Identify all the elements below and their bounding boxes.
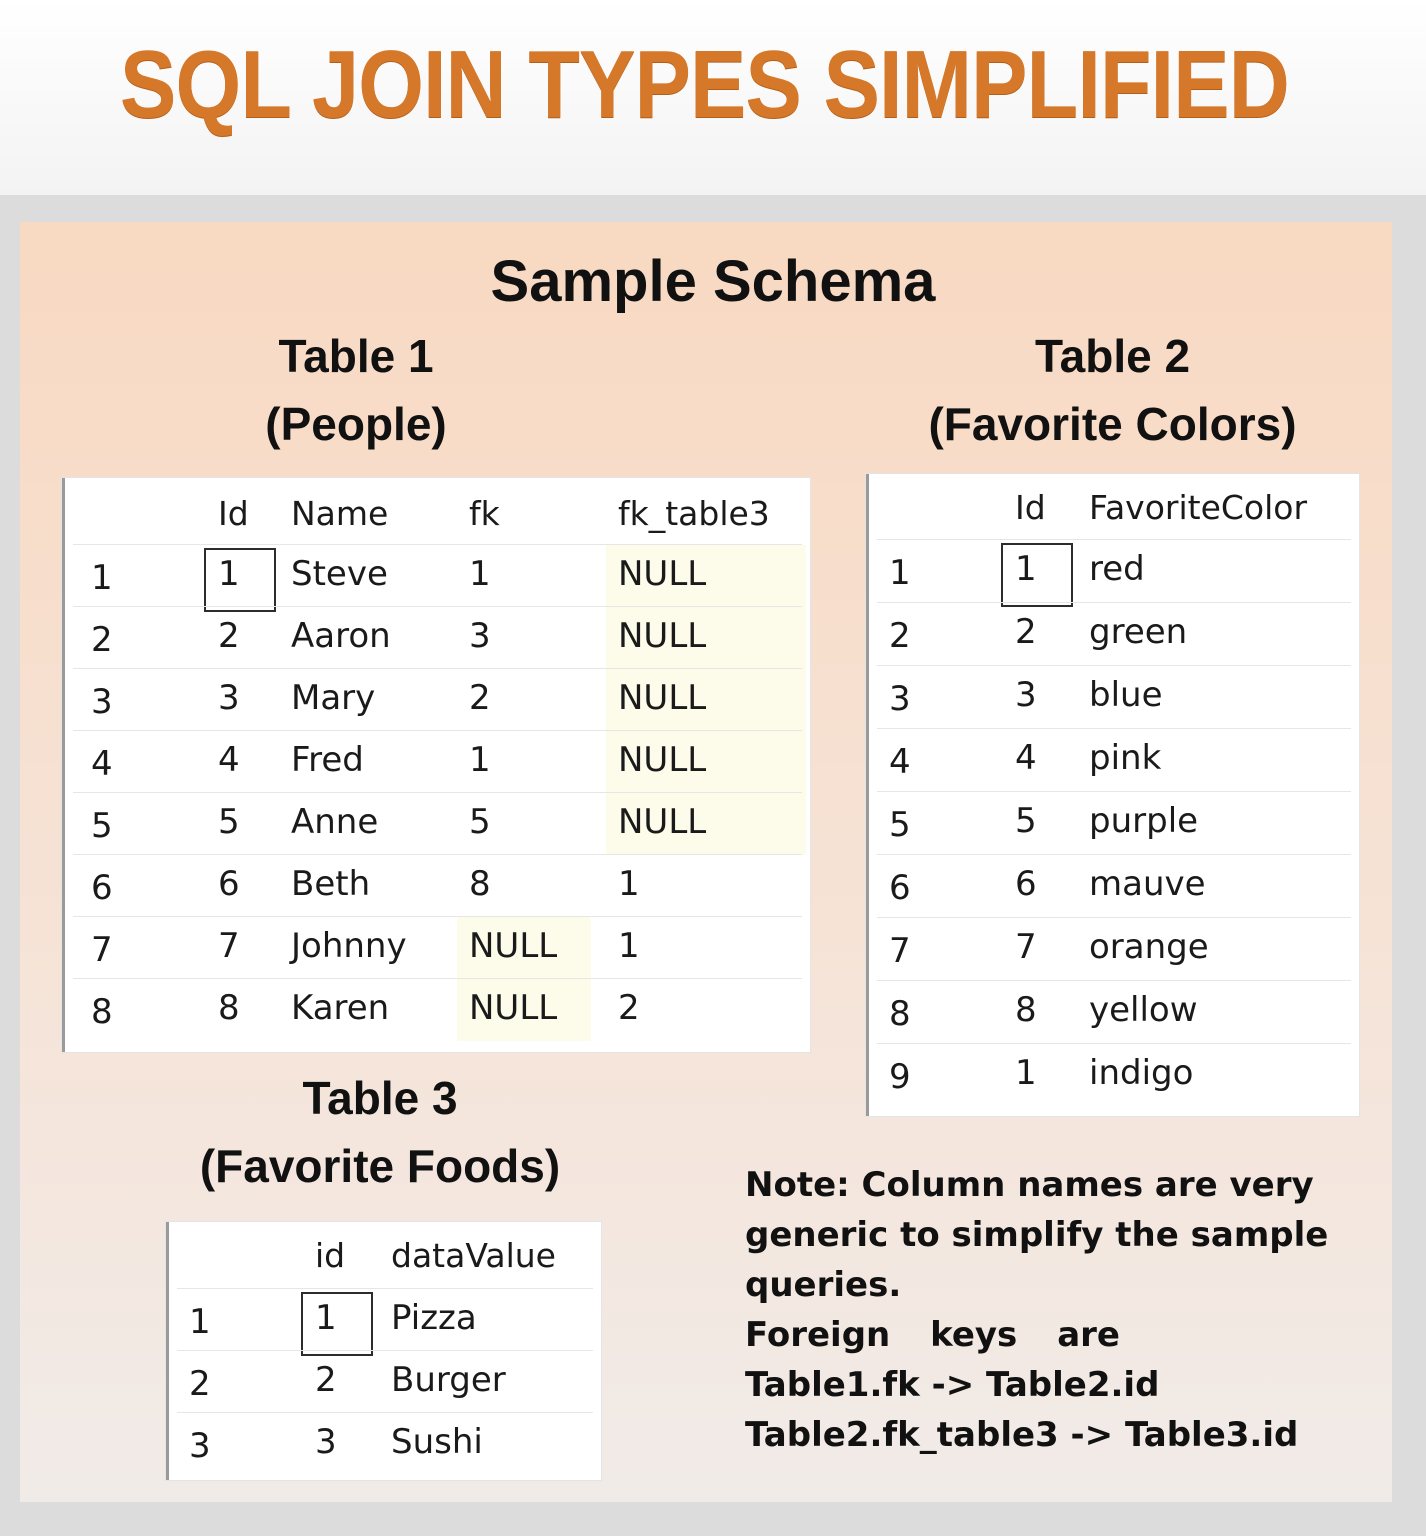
table1-cell-fk[interactable]: 5 — [469, 802, 491, 842]
table1-cell-name[interactable]: Mary — [291, 678, 376, 718]
row-number[interactable]: 7 — [889, 931, 911, 971]
table2-colors-grid — [866, 474, 1359, 1116]
table3-cell-value[interactable]: Burger — [391, 1360, 506, 1400]
table2-caption — [880, 322, 1345, 458]
table1-cell-name[interactable]: Johnny — [291, 926, 407, 966]
table3-cell-value[interactable]: Sushi — [391, 1422, 483, 1462]
row-number[interactable]: 2 — [91, 620, 113, 660]
table2-cell-id[interactable]: 6 — [1015, 864, 1037, 904]
table2-cell-color[interactable]: mauve — [1089, 864, 1206, 904]
table3-caption-desc: (Favorite Foods) — [199, 1140, 561, 1192]
table3-column-header: dataValue — [391, 1236, 556, 1275]
row-number[interactable]: 3 — [189, 1426, 211, 1466]
table1-column-header: Id — [218, 494, 249, 533]
table1-cell-fk3[interactable]: NULL — [618, 802, 707, 842]
row-number[interactable]: 8 — [91, 992, 113, 1032]
table2-cell-color[interactable]: purple — [1089, 801, 1199, 841]
table1-cell-fk3[interactable]: NULL — [618, 678, 707, 718]
table1-cell-fk[interactable]: 3 — [469, 616, 491, 656]
table1-cell-id[interactable]: 3 — [218, 678, 240, 718]
row-number[interactable]: 3 — [889, 679, 911, 719]
table3-cell-value[interactable]: Pizza — [391, 1298, 477, 1338]
table2-cell-color[interactable]: yellow — [1089, 990, 1198, 1030]
row-divider — [73, 978, 802, 979]
row-number[interactable]: 5 — [91, 806, 113, 846]
table2-cell-id[interactable]: 2 — [1015, 612, 1037, 652]
table1-cell-name[interactable]: Steve — [291, 554, 388, 594]
table1-cell-fk[interactable]: NULL — [469, 988, 558, 1028]
table1-cell-fk3[interactable]: 1 — [618, 864, 640, 904]
row-number[interactable]: 5 — [889, 805, 911, 845]
row-number[interactable]: 3 — [91, 682, 113, 722]
row-number[interactable]: 2 — [889, 616, 911, 656]
row-number[interactable]: 4 — [889, 742, 911, 782]
row-divider — [877, 665, 1351, 666]
table2-cell-id[interactable]: 1 — [1015, 549, 1037, 589]
table1-cell-fk[interactable]: 1 — [469, 740, 491, 780]
table1-cell-fk3[interactable]: 1 — [618, 926, 640, 966]
note-line-4 — [745, 1310, 1120, 1360]
table1-cell-fk[interactable]: 2 — [469, 678, 491, 718]
row-number[interactable]: 7 — [91, 930, 113, 970]
table2-cell-id[interactable]: 5 — [1015, 801, 1037, 841]
note-word-are: are — [1057, 1315, 1120, 1355]
table1-caption-desc: (People) — [265, 398, 447, 450]
selected-cell-outline[interactable] — [301, 1292, 373, 1356]
row-divider — [177, 1350, 593, 1351]
table3-cell-id[interactable]: 1 — [315, 1298, 337, 1338]
table2-caption-name: Table 2 — [1034, 330, 1191, 382]
table2-cell-color[interactable]: blue — [1089, 675, 1163, 715]
table3-cell-id[interactable]: 3 — [315, 1422, 337, 1462]
row-divider — [877, 917, 1351, 918]
table3-caption — [160, 1064, 600, 1200]
table2-cell-id[interactable]: 1 — [1015, 1053, 1037, 1093]
table1-cell-fk[interactable]: 1 — [469, 554, 491, 594]
row-number[interactable]: 6 — [889, 868, 911, 908]
schema-title: Sample Schema — [490, 249, 936, 314]
table1-cell-name[interactable]: Fred — [291, 740, 364, 780]
note-word-foreign: Foreign — [745, 1315, 891, 1355]
table3-cell-id[interactable]: 2 — [315, 1360, 337, 1400]
row-number[interactable]: 1 — [91, 558, 113, 598]
table1-cell-id[interactable]: 1 — [218, 554, 240, 594]
note-line-5: Table1.fk -> Table2.id — [745, 1365, 1160, 1405]
table1-cell-fk3[interactable]: NULL — [618, 740, 707, 780]
schema-note — [745, 1160, 1329, 1460]
table1-column-header: fk — [469, 494, 500, 533]
row-divider — [73, 916, 802, 917]
table1-caption — [156, 322, 556, 458]
table2-column-header: FavoriteColor — [1089, 488, 1308, 527]
table1-cell-name[interactable]: Beth — [291, 864, 371, 904]
table1-cell-id[interactable]: 2 — [218, 616, 240, 656]
row-number[interactable]: 2 — [189, 1364, 211, 1404]
row-divider — [877, 602, 1351, 603]
table2-cell-id[interactable]: 4 — [1015, 738, 1037, 778]
row-divider — [877, 728, 1351, 729]
selected-cell-outline[interactable] — [1001, 543, 1073, 607]
table1-cell-id[interactable]: 6 — [218, 864, 240, 904]
table2-cell-color[interactable]: orange — [1089, 927, 1209, 967]
note-line-3: queries. — [745, 1265, 902, 1305]
row-divider — [877, 1043, 1351, 1044]
table1-cell-id[interactable]: 4 — [218, 740, 240, 780]
row-divider — [877, 854, 1351, 855]
table2-column-header: Id — [1015, 488, 1046, 527]
row-divider — [177, 1412, 593, 1413]
table1-cell-fk3[interactable]: 2 — [618, 988, 640, 1028]
table2-cell-color[interactable]: indigo — [1089, 1053, 1194, 1093]
table2-cell-color[interactable]: pink — [1089, 738, 1162, 778]
table3-foods-grid — [166, 1222, 601, 1480]
table2-cell-color[interactable]: green — [1089, 612, 1188, 652]
selected-cell-outline[interactable] — [204, 548, 276, 612]
row-divider — [877, 539, 1351, 540]
table1-caption-name: Table 1 — [278, 330, 434, 382]
table3-caption-name: Table 3 — [302, 1072, 458, 1124]
table1-cell-id[interactable]: 7 — [218, 926, 240, 966]
table1-people-grid — [62, 478, 810, 1052]
table1-cell-fk3[interactable]: NULL — [618, 554, 707, 594]
table1-cell-name[interactable]: Anne — [291, 802, 379, 842]
row-divider — [73, 854, 802, 855]
table1-cell-fk[interactable]: 8 — [469, 864, 491, 904]
row-number[interactable]: 9 — [889, 1057, 911, 1097]
table1-cell-id[interactable]: 8 — [218, 988, 240, 1028]
note-word-keys: keys — [930, 1315, 1018, 1355]
note-line-2: generic to simplify the sample — [745, 1215, 1329, 1255]
row-number[interactable]: 4 — [91, 744, 113, 784]
row-divider — [177, 1288, 593, 1289]
note-line-6: Table2.fk_table3 -> Table3.id — [745, 1415, 1299, 1455]
table1-cell-fk3[interactable]: NULL — [618, 616, 707, 656]
row-divider — [877, 980, 1351, 981]
table2-caption-desc: (Favorite Colors) — [928, 398, 1297, 450]
table2-cell-id[interactable]: 3 — [1015, 675, 1037, 715]
row-number[interactable]: 1 — [889, 553, 911, 593]
table1-cell-id[interactable]: 5 — [218, 802, 240, 842]
table2-cell-color[interactable]: red — [1089, 549, 1145, 589]
table1-column-header: fk_table3 — [618, 494, 770, 533]
note-line-1: Note: Column names are very — [745, 1165, 1314, 1205]
row-number[interactable]: 8 — [889, 994, 911, 1034]
page-title: SQL JOIN TYPES SIMPLIFIED — [120, 31, 1289, 138]
table1-cell-fk[interactable]: NULL — [469, 926, 558, 966]
table3-column-header: id — [315, 1236, 346, 1275]
table2-cell-id[interactable]: 7 — [1015, 927, 1037, 967]
row-number[interactable]: 1 — [189, 1302, 211, 1342]
table1-cell-name[interactable]: Aaron — [291, 616, 391, 656]
table2-cell-id[interactable]: 8 — [1015, 990, 1037, 1030]
table1-column-header: Name — [291, 494, 389, 533]
row-number[interactable]: 6 — [91, 868, 113, 908]
table1-cell-name[interactable]: Karen — [291, 988, 390, 1028]
row-divider — [877, 791, 1351, 792]
